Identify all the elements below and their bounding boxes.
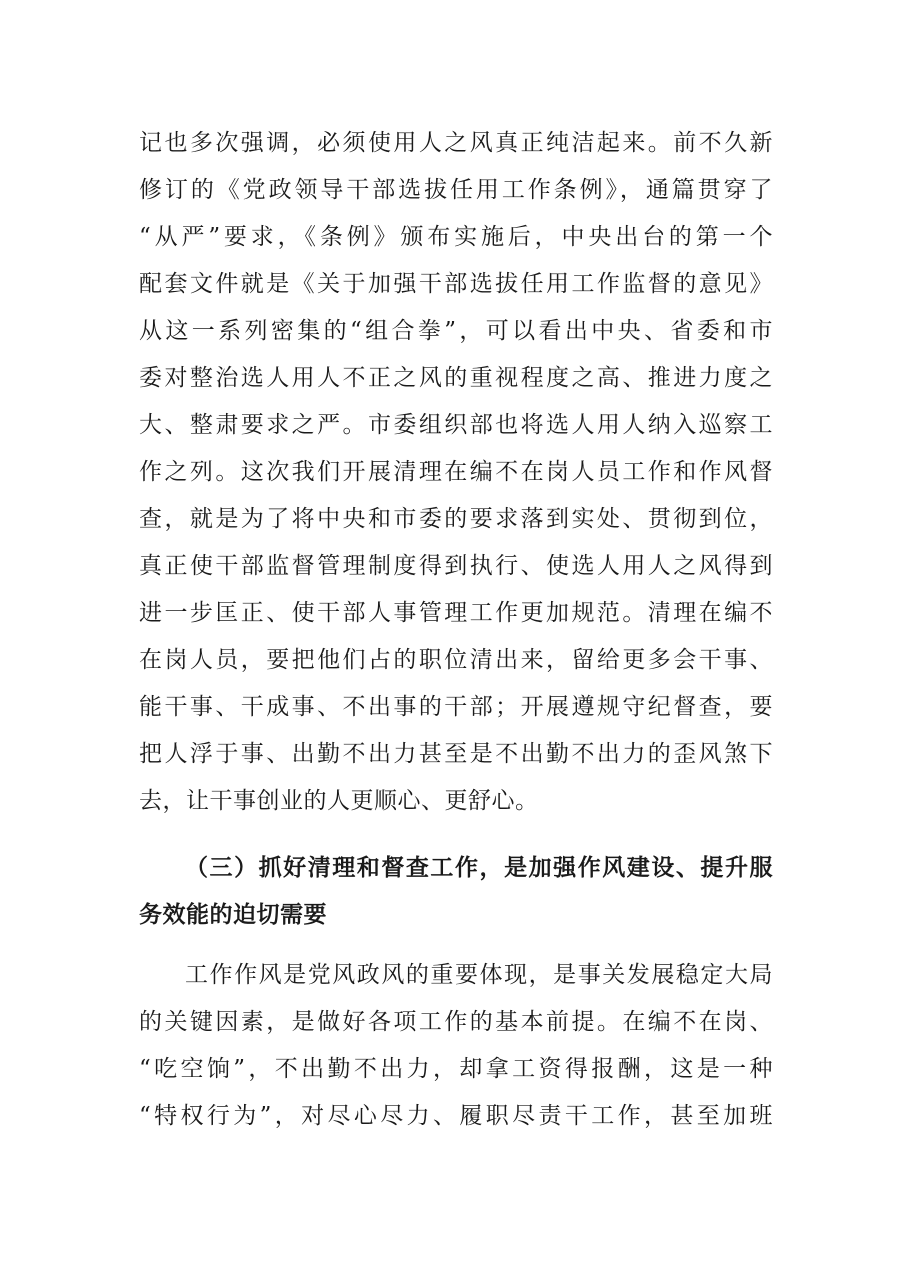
- text-line: 进一步匡正、使干部人事管理工作更加规范。清理在编不: [139, 600, 773, 626]
- heading-line: （三）抓好清理和督查工作，是加强作风建设、提升服: [185, 854, 773, 881]
- text-line: 作之列。这次我们开展清理在编不在岗人员工作和作风督: [139, 459, 773, 485]
- text-line: “从严”要求，《条例》颁布实施后，中央出台的第一个: [139, 224, 773, 250]
- text-line: 配套文件就是《关于加强干部选拔任用工作监督的意见》: [139, 271, 773, 297]
- text-line: 工作作风是党风政风的重要体现，是事关发展稳定大局: [185, 962, 773, 988]
- text-line: 委对整治选人用人不正之风的重视程度之高、推进力度之: [139, 365, 773, 391]
- text-line: 的关键因素，是做好各项工作的基本前提。在编不在岗、: [139, 1009, 773, 1035]
- text-line: 在岗人员，要把他们占的职位清出来，留给更多会干事、: [139, 647, 773, 673]
- text-line: 查，就是为了将中央和市委的要求落到实处、贯彻到位，: [139, 506, 773, 532]
- heading-line: 务效能的迫切需要: [139, 901, 327, 928]
- text-line: 能干事、干成事、不出事的干部；开展遵规守纪督查，要: [139, 694, 773, 720]
- text-line: “特权行为”，对尽心尽力、履职尽责干工作，甚至加班: [139, 1103, 773, 1129]
- text-line: 去，让干事创业的人更顺心、更舒心。: [139, 788, 539, 814]
- text-line: 大、整肃要求之严。市委组织部也将选人用人纳入巡察工: [139, 412, 773, 438]
- text-line: 把人浮于事、出勤不出力甚至是不出勤不出力的歪风煞下: [139, 741, 773, 767]
- text-line: 从这一系列密集的“组合拳”，可以看出中央、省委和市: [139, 318, 773, 344]
- text-line: “吃空饷”，不出勤不出力，却拿工资得报酬，这是一种: [139, 1056, 773, 1082]
- text-line: 记也多次强调，必须使用人之风真正纯洁起来。前不久新: [139, 130, 773, 156]
- text-line: 真正使干部监督管理制度得到执行、使选人用人之风得到: [139, 553, 773, 579]
- text-line: 修订的《党政领导干部选拔任用工作条例》，通篇贯穿了: [139, 177, 773, 203]
